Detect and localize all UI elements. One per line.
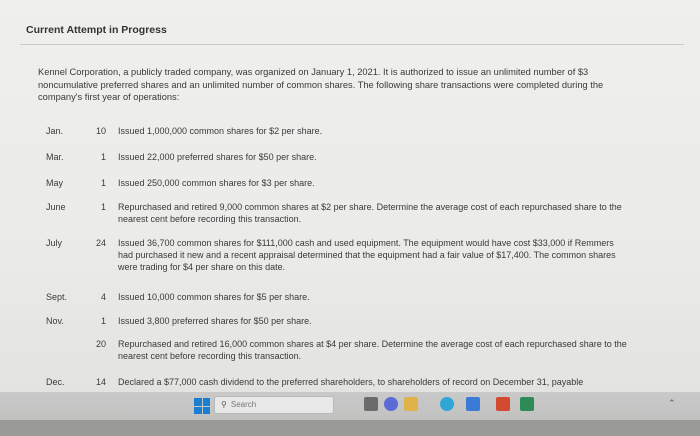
transaction-day: 1 xyxy=(100,316,106,326)
transaction-day: 24 xyxy=(95,238,106,248)
office-icon[interactable] xyxy=(496,397,510,411)
transaction-day: 1 xyxy=(100,202,106,212)
store-icon[interactable] xyxy=(466,397,480,411)
transaction-month: May xyxy=(46,178,64,188)
search-icon: ⚲ xyxy=(221,400,227,409)
transaction-day: 10 xyxy=(95,126,106,136)
transaction-description: Issued 250,000 common shares for $3 per share. xyxy=(118,178,315,188)
divider xyxy=(20,44,684,45)
transaction-month: Nov. xyxy=(46,316,64,326)
search-placeholder: Search xyxy=(230,400,257,409)
transaction-month: July xyxy=(46,238,63,248)
transaction-description: Issued 22,000 preferred shares for $50 per share. xyxy=(118,152,317,162)
transaction-month: Dec. xyxy=(46,377,65,387)
bezel xyxy=(0,420,700,436)
transaction-day: 14 xyxy=(95,377,106,387)
transaction-day: 1 xyxy=(100,178,106,188)
attempt-status-heading: Current Attempt in Progress xyxy=(26,24,167,36)
transaction-description: Issued 1,000,000 common shares for $2 per share. xyxy=(118,126,323,136)
transaction-day: 1 xyxy=(100,152,106,162)
windows-icon[interactable] xyxy=(194,398,210,414)
chat-icon[interactable] xyxy=(384,397,398,411)
transaction-description: Issued 10,000 common shares for $5 per share. xyxy=(118,292,310,302)
file-folder-icon[interactable] xyxy=(404,397,418,411)
edge-icon[interactable] xyxy=(440,397,454,411)
transaction-day: 20 xyxy=(95,339,106,349)
file-explorer-icon[interactable] xyxy=(364,397,378,411)
transaction-description: Declared a $77,000 cash dividend to the preferred shareholders, to shareholders of record on December 31, payable xyxy=(118,377,584,387)
problem-intro: Kennel Corporation, a publicly traded company, was organized on January 1, 2021. It is authorized to issue an unlimited number of $3 noncumulative preferred shares and an unlimited number of common shares. The following share transactions were completed during the company's first year of operations: xyxy=(38,67,604,102)
transaction-month: June xyxy=(46,202,66,212)
excel-icon[interactable] xyxy=(520,397,534,411)
transaction-month: Mar. xyxy=(46,152,64,162)
transaction-day: 4 xyxy=(100,292,106,302)
transaction-description: Repurchased and retired 16,000 common shares at $4 per share. Determine the average cost of each repurchased share to the nearest cent before recording this transaction. xyxy=(118,339,627,361)
transaction-description: Repurchased and retired 9,000 common shares at $2 per share. Determine the average cost of each repurchased share to the nearest cent before recording this transaction. xyxy=(118,202,622,224)
chevron-up-icon[interactable]: ⌃ xyxy=(668,398,676,408)
transaction-month: Jan. xyxy=(46,126,64,136)
transaction-month: Sept. xyxy=(46,292,68,302)
transaction-description: Issued 3,800 preferred shares for $50 per share. xyxy=(118,316,312,326)
transaction-description: Issued 36,700 common shares for $111,000 cash and used equipment. The equipment would have cost $33,000 if Remmers had purchased it new and a recent appraisal determined that the equipment had a fair value of $17,400. The common shares were trading for $4 per share on this date. xyxy=(118,238,616,272)
taskbar-search-box[interactable] xyxy=(214,396,334,414)
